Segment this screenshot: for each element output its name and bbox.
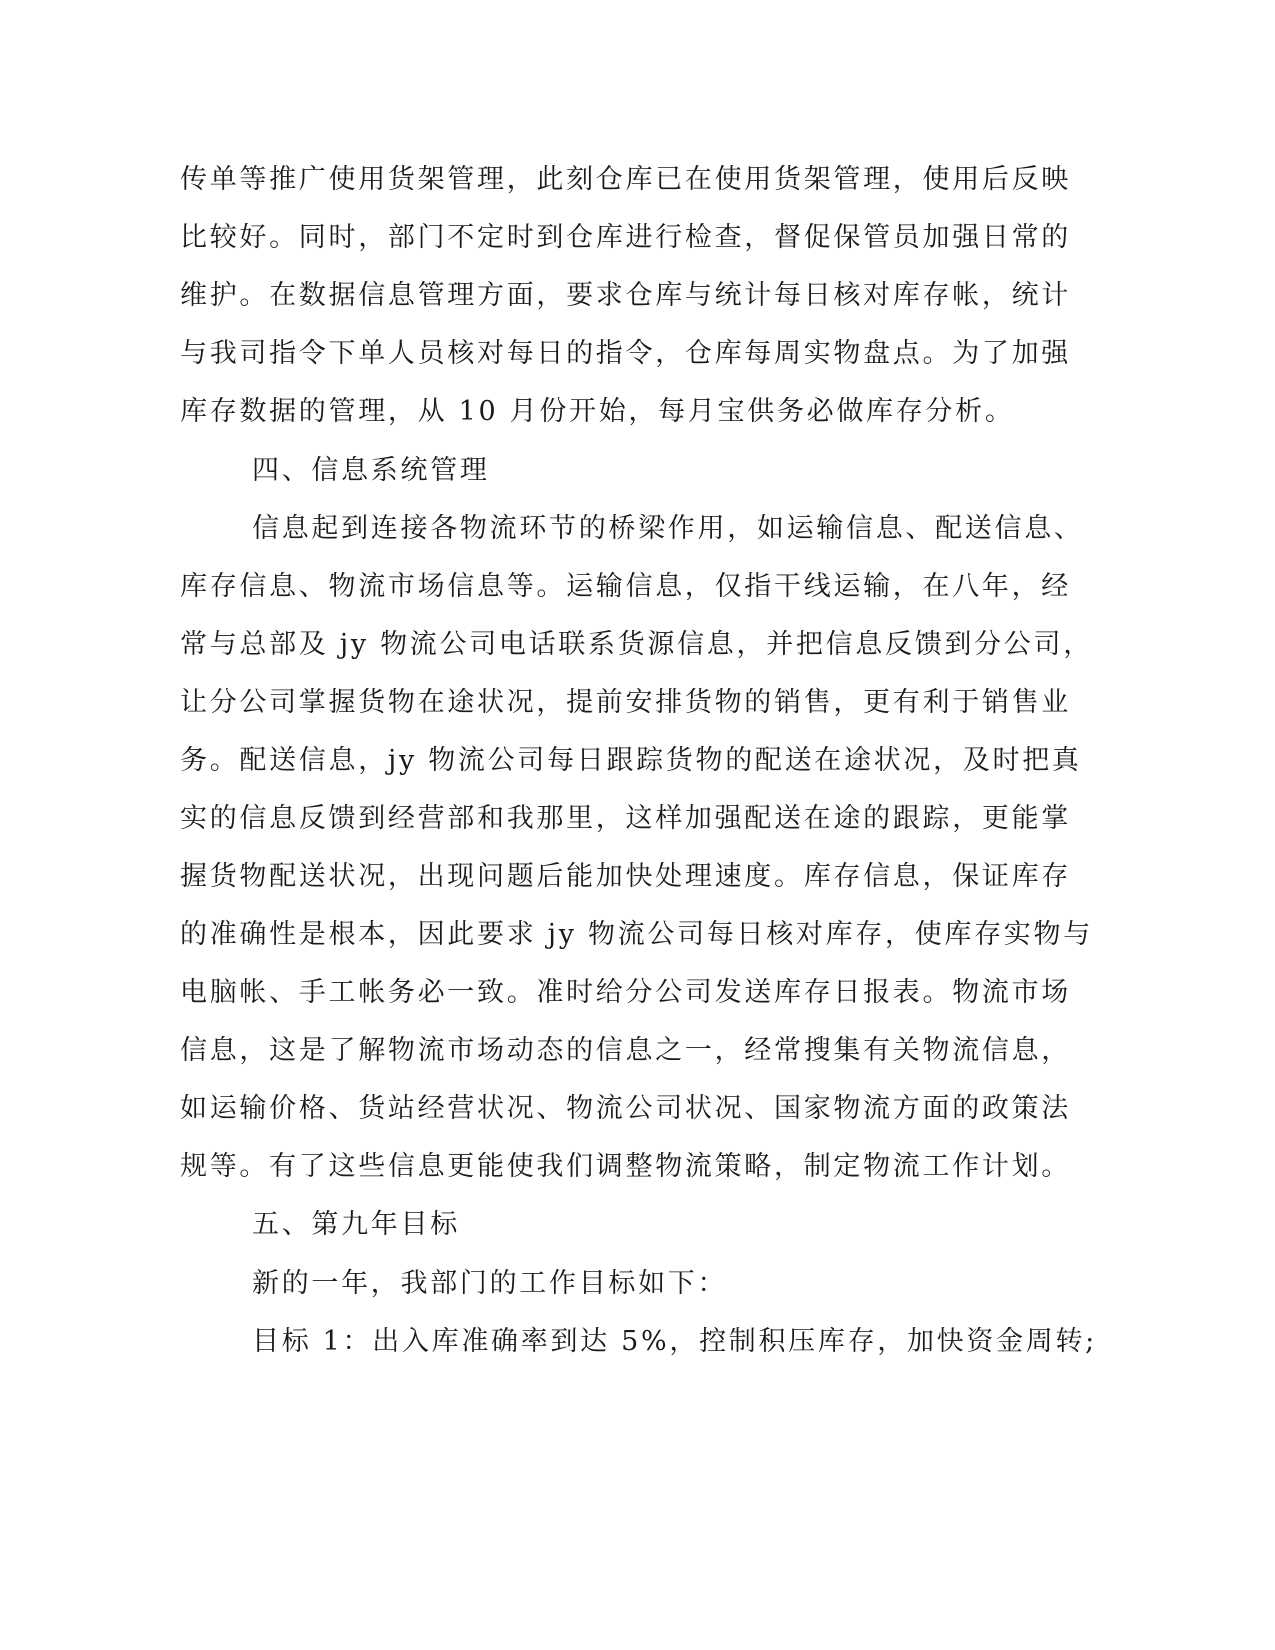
- paragraph-line: 维护。在数据信息管理方面，要求仓库与统计每日核对库存帐，统计: [180, 280, 1071, 311]
- paragraph-line: 比较好。同时，部门不定时到仓库进行检查，督促保管员加强日常的: [180, 222, 1071, 253]
- paragraph-line: 规等。有了这些信息更能使我们调整物流策略，制定物流工作计划。: [180, 1151, 1071, 1182]
- paragraph-line: 电脑帐、手工帐务必一致。准时给分公司发送库存日报表。物流市场: [180, 977, 1071, 1008]
- paragraph-line: 库存信息、物流市场信息等。运输信息，仅指干线运输，在八年，经: [180, 571, 1071, 602]
- paragraph-line: 常与总部及 jy 物流公司电话联系货源信息，并把信息反馈到分公司，: [180, 629, 1093, 660]
- paragraph-line: 的准确性是根本，因此要求 jy 物流公司每日核对库存，使库存实物与: [180, 919, 1093, 950]
- paragraph-line: 信息，这是了解物流市场动态的信息之一，经常搜集有关物流信息，: [180, 1035, 1071, 1066]
- paragraph-line: 与我司指令下单人员核对每日的指令，仓库每周实物盘点。为了加强: [180, 338, 1071, 369]
- paragraph-line: 握货物配送状况，出现问题后能加快处理速度。库存信息，保证库存: [180, 861, 1071, 892]
- paragraph-line: 传单等推广使用货架管理，此刻仓库已在使用货架管理，使用后反映: [180, 164, 1071, 195]
- paragraph-line: 新的一年，我部门的工作目标如下：: [252, 1268, 728, 1299]
- paragraph-line: 实的信息反馈到经营部和我那里，这样加强配送在途的跟踪，更能掌: [180, 803, 1071, 834]
- paragraph-line: 如运输价格、货站经营状况、物流公司状况、国家物流方面的政策法: [180, 1093, 1071, 1124]
- paragraph-line: 库存数据的管理，从 10 月份开始，每月宝供务必做库存分析。: [180, 396, 1015, 427]
- paragraph-line: 务。配送信息，jy 物流公司每日跟踪货物的配送在途状况，及时把真: [180, 745, 1082, 776]
- section-heading: 四、信息系统管理: [252, 455, 490, 486]
- section-heading: 五、第九年目标: [252, 1209, 460, 1240]
- paragraph-line: 目标 1：出入库准确率到达 5%，控制积压库存，加快资金周转;: [252, 1326, 1097, 1357]
- paragraph-line: 让分公司掌握货物在途状况，提前安排货物的销售，更有利于销售业: [180, 687, 1071, 718]
- paragraph-line: 信息起到连接各物流环节的桥梁作用，如运输信息、配送信息、: [252, 513, 1084, 544]
